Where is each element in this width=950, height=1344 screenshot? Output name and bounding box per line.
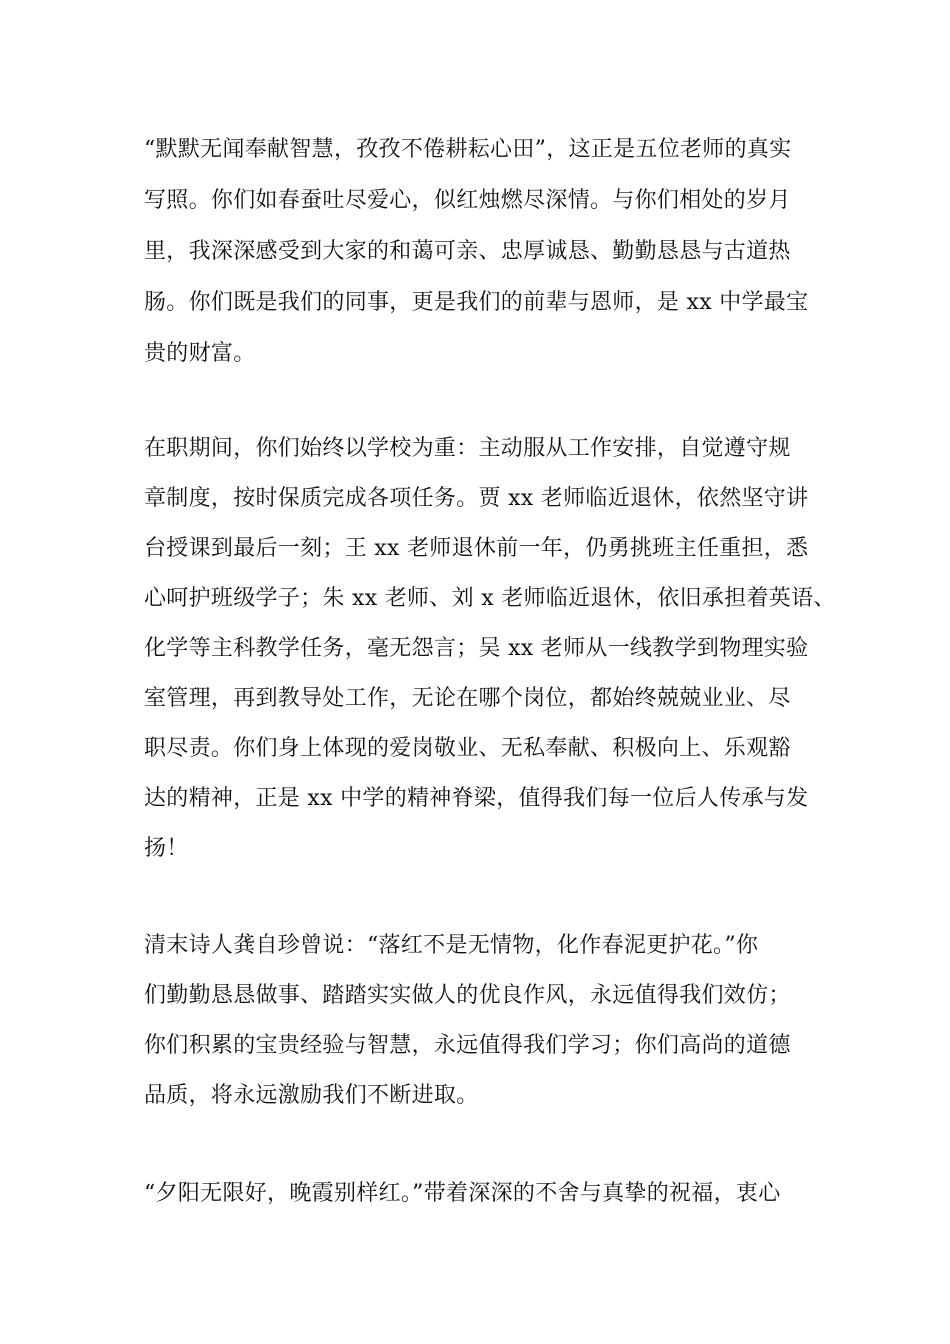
text-line: 化学等主科教学任务，毫无怨言；吴 xx 老师从一线教学到物理实验 (144, 636, 809, 661)
text-line: 台授课到最后一刻；王 xx 老师退休前一年，仍勇挑班主任重担，悉 (144, 536, 809, 561)
text-line: 扬！ (144, 836, 189, 861)
text-line: 写照。你们如春蚕吐尽爱心，似红烛燃尽深情。与你们相处的岁月 (144, 188, 791, 213)
text-line: 职尽责。你们身上体现的爱岗敬业、无私奉献、积极向上、乐观豁 (144, 736, 791, 761)
text-line: 章制度，按时保质完成各项任务。贾 xx 老师临近退休，依然坚守讲 (144, 486, 809, 511)
text-line: 室管理，再到教导处工作，无论在哪个岗位，都始终兢兢业业、尽 (144, 686, 791, 711)
text-line: “夕阳无限好，晚霞别样红。”带着深深的不舍与真挚的祝福，衷心 (144, 1181, 781, 1206)
text-line: 你们积累的宝贵经验与智慧，永远值得我们学习；你们高尚的道德 (144, 1033, 791, 1058)
text-line: 品质，将永远激励我们不断进取。 (144, 1083, 479, 1108)
text-line: 心呵护班级学子；朱 xx 老师、刘 x 老师临近退休，依旧承担着英语、 (144, 586, 836, 611)
text-line: 肠。你们既是我们的同事，更是我们的前辈与恩师，是 xx 中学最宝 (144, 290, 809, 315)
text-line: 达的精神，正是 xx 中学的精神脊梁，值得我们每一位后人传承与发 (144, 786, 809, 811)
text-line: 在职期间，你们始终以学校为重：主动服从工作安排，自觉遵守规 (144, 436, 791, 461)
text-line: 贵的财富。 (144, 341, 256, 366)
text-line: “默默无闻奉献智慧，孜孜不倦耕耘心田”，这正是五位老师的真实 (144, 137, 792, 162)
text-line: 清末诗人龚自珍曾说：“落红不是无情物，化作春泥更护花。”你 (144, 933, 759, 958)
text-line: 们勤勤恳恳做事、踏踏实实做人的优良作风，永远值得我们效仿； (144, 983, 791, 1008)
text-line: 里，我深深感受到大家的和蔼可亲、忠厚诚恳、勤勤恳恳与古道热 (144, 239, 791, 264)
